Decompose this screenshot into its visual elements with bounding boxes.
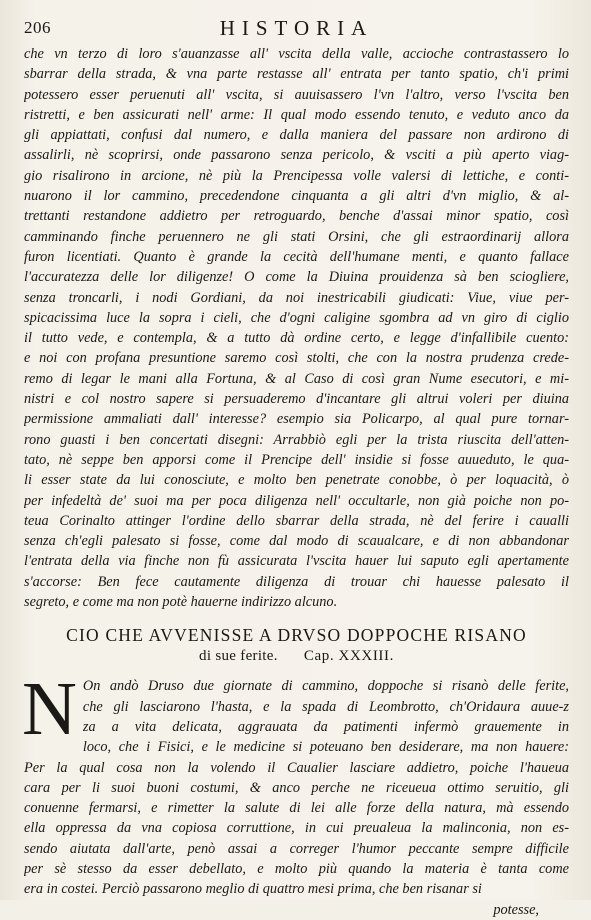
text-line: s'accorse: Ben fece cautamente diligenza di trouar chi hauesse palesato il	[24, 573, 569, 590]
text-line: remo di legar le mani alla Fortuna, & al Caso di così gran Nume esecutori, e mi-	[24, 370, 569, 387]
text-line: l'accuratezza delle lor diligenze! O come la Diuina prouidenza sà ben sciogliere,	[24, 269, 569, 286]
drop-cap-initial: N	[22, 667, 77, 752]
text-line: assalirli, nè scoprirsi, onde passarono senza pericolo, & vsciti a più aperto viag-	[24, 147, 569, 164]
text-line: li esser state da lui conosciute, e molto ben penetrate conobbe, ò per loquacità, ò	[24, 472, 569, 489]
chapter-subtitle: di sue ferite.	[199, 648, 278, 665]
text-line: teua Corinalto attinger l'ordine dello sbarrar della strada, nè del ferire i caualli	[24, 512, 569, 529]
text-line: loco, che i Fisici, e le medicine si poteuano ben desiderare, ma non hauere:	[82, 739, 569, 756]
text-line: sbarrar della strada, & vna parte restasse all' entrata per tanto spatio, ch'i primi	[24, 66, 569, 83]
text-line: rono guasti i ben concertati disegni: Arrabbiò egli per la trista riuscita dell'atten-	[24, 431, 569, 448]
text-line: potessero esser peruenuti all' vscita, si auuisassero l'vn l'altro, verso l'vscita ben	[24, 86, 569, 103]
text-line: il tutto vede, e contempla, & a tutto dà ordine certo, e legge d'infallibile cuento:	[24, 330, 569, 347]
text-line: e noi con profana presuntione saremo così stolti, che con la nostra prudenza crede-	[24, 350, 569, 367]
text-line: trettanti restandone addietro per retroguardo, benche d'assai minor spatio, così	[24, 208, 569, 225]
text-line: tato, nè seppe ben apporsi come il Prencipe dell' insidie si fosse auueduto, le qua-	[24, 451, 569, 468]
text-line: furon licentiati. Quanto è grande la cecità dell'humane menti, e quanto fallace	[24, 248, 569, 265]
text-line: per infedeltà de' suoi ma per poca diligenza nell' occultarle, non già poiche non po-	[24, 492, 569, 509]
text-line: spicacissima luce la sopra i cieli, che d'ogni caligine sgombra ad vn giro di ciglio	[24, 309, 569, 326]
text-line: permissione ammaliati dall' interesse? esempio sia Policarpo, al qual pure tornar-	[24, 411, 569, 428]
running-title: HISTORIA	[219, 16, 374, 40]
text-line: che vn terzo di loro s'auanzasse all' vscita della valle, accioche contrastassero lo	[24, 46, 569, 62]
text-line: nistri e col nostro sapere si persuaderemo d'incantare gli altrui voleri per diuina	[24, 391, 569, 408]
text-line: conuenne fermarsi, e rimetter la salute di lei alle forze della natura, mà essendo	[24, 800, 569, 817]
page-header	[24, 18, 569, 44]
second-paragraph	[22, 667, 569, 899]
text-line: gli appiattati, confusi dal numero, e dalla maniera del passare non ardirono di	[24, 127, 569, 144]
text-line: senza troncarli, i nodi Gordiani, da noi inestricabili giudicati: Viue, viue per-	[24, 289, 569, 306]
text-line: On andò Druso due giornate di cammino, doppoche si risanò delle ferite,	[82, 678, 569, 695]
chapter-subtitle-line	[24, 646, 569, 666]
catchword-row	[24, 900, 569, 920]
catchword: potesse,	[493, 901, 539, 918]
text-line: senza ch'egli palesato si fosse, come dal modo di scaualcare, e di non abbandonar	[24, 533, 569, 550]
text-line: Per la qual cosa non la volendo il Caualier lasciare addietro, poiche l'haueua	[24, 759, 569, 776]
top-paragraph	[24, 44, 569, 612]
text-line: ella oppressa da vna copiosa corruttione, in cui preualeua la malinconia, non es-	[24, 820, 569, 837]
text-line: gio risalirono in arcione, nè più la Prencipessa volle valersi di lettiche, e conti-	[24, 167, 569, 184]
text-line: cara per li suoi buoni costumi, & anco perche ne riceueua ottimo seruitio, gli	[24, 779, 569, 796]
chapter-number: Cap. XXXIII.	[303, 648, 394, 665]
chapter-heading	[24, 624, 569, 666]
text-line: camminando finche peruennero ne gli stati Orsini, che gli estraordinarij allora	[24, 228, 569, 245]
page-number: 206	[24, 18, 51, 37]
text-line: sendo aiutata dall'arte, penò assai a correger l'humor peccante sempre difficile	[24, 840, 569, 857]
text-line: za a vita delicata, aggrauata da patimenti infermò grauemente in	[82, 718, 569, 735]
text-line: l'entrata della via finche non fù assicurata l'vscita hauer lui saputo egli apertamente	[24, 553, 569, 570]
text-line: nuarono il lor cammino, precedendone cinquanta a gli altri d'vn miglio, & al-	[24, 188, 569, 205]
text-line: ristretti, e ben assicurati nell' arme: Il qual modo essendo tenuto, e veduto anco da	[24, 106, 569, 123]
text-line: che gli lasciarono l'hasta, e la spada di Leombrotto, ch'Oridaura auue-z	[82, 698, 569, 715]
text-line: per sè stesso da esser debellato, e molto più quando la materia è tanta come	[24, 860, 569, 877]
chapter-title: CIO CHE AVVENISSE A DRVSO DOPPOCHE RISANO	[66, 625, 527, 646]
text-line: segreto, e come ma non potè hauerne indirizzo alcuno.	[24, 594, 338, 611]
text-line: era in costei. Perciò passarono meglio di quattro mesi prima, che ben risanar si	[24, 881, 482, 898]
